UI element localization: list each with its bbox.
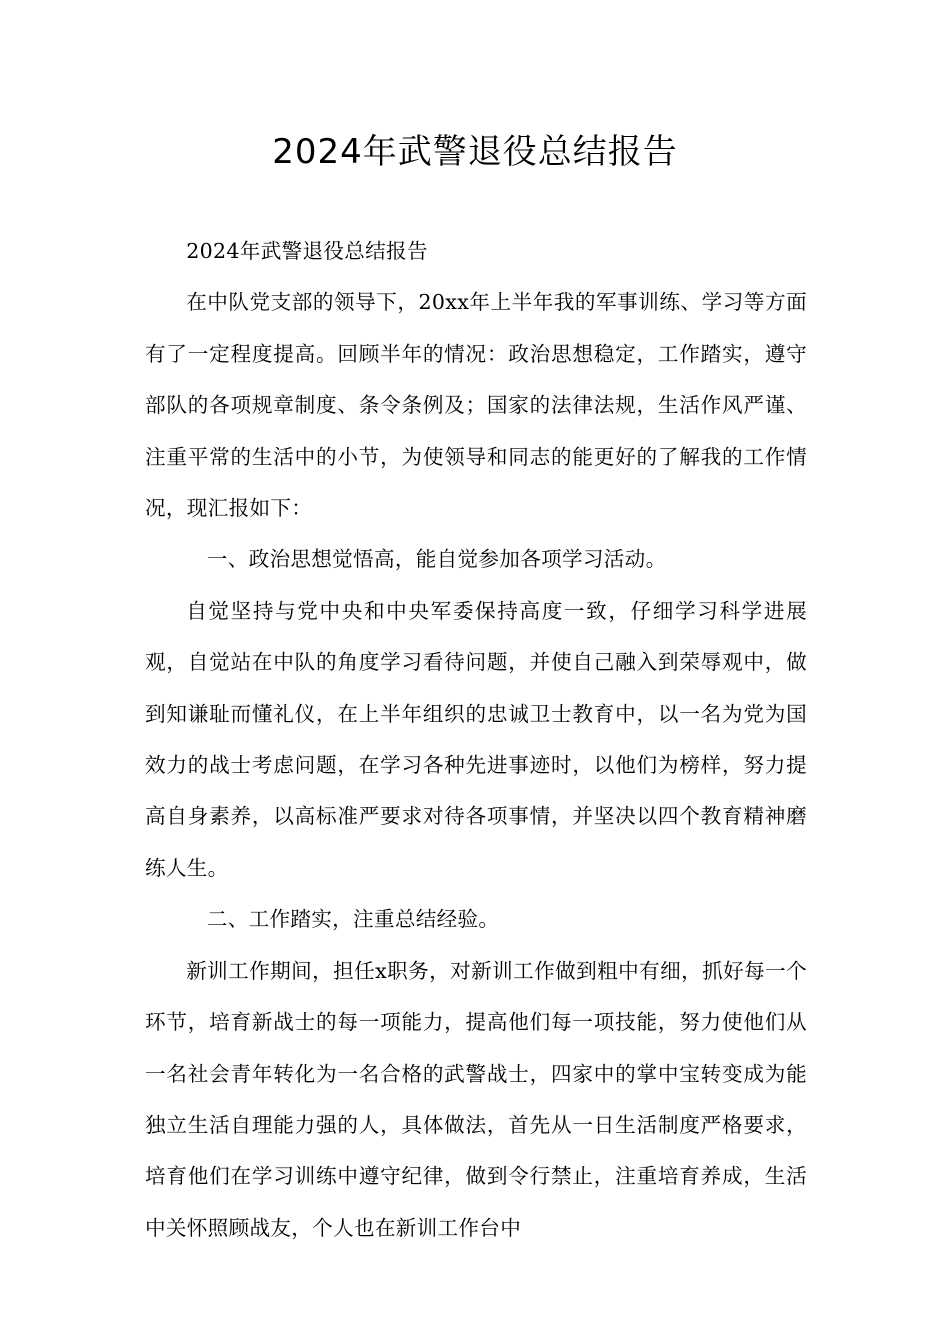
document-title: 2024年武警退役总结报告	[272, 132, 678, 172]
section-heading-2: 二、工作踏实，注重总结经验。	[206, 907, 500, 932]
document-body	[145, 226, 807, 1254]
paragraph-intro: 在中队党支部的领导下，20xx年上半年我的军事训练、学习等方面有了一定程度提高。回顾半年的情况：政治思想稳定，工作踏实，遵守部队的各项规章制度、条令条例及；国家的法律法规，生活作风严谨、注重平常的生活中的小节，为使领导和同志的能更好的了解我的工作情况，现汇报如下：	[145, 290, 807, 521]
paragraph-section-1: 自觉坚持与党中央和中央军委保持高度一致，仔细学习科学进展观，自觉站在中队的角度学习看待问题，并使自己融入到荣辱观中，做到知谦耻而懂礼仪，在上半年组织的忠诚卫士教育中，以一名为党为国效力的战士考虑问题，在学习各种先进事迹时，以他们为榜样，努力提高自身素养，以高标准严要求对待各项事情，并坚决以四个教育精神磨练人生。	[145, 598, 807, 880]
document-subtitle: 2024年武警退役总结报告	[186, 239, 428, 263]
section-heading-1: 一、政治思想觉悟高，能自觉参加各项学习活动。	[206, 547, 667, 572]
paragraph-section-2: 新训工作期间，担任x职务，对新训工作做到粗中有细，抓好每一个环节，培育新战士的每一项能力，提高他们每一项技能，努力使他们从一名社会青年转化为一名合格的武警战士，四家中的掌中宝转变成为能独立生活自理能力强的人，具体做法，首先从一日生活制度严格要求，培育他们在学习训练中遵守纪律，做到令行禁止，注重培育养成，生活中关怀照顾战友，个人也在新训工作台中	[145, 958, 807, 1240]
